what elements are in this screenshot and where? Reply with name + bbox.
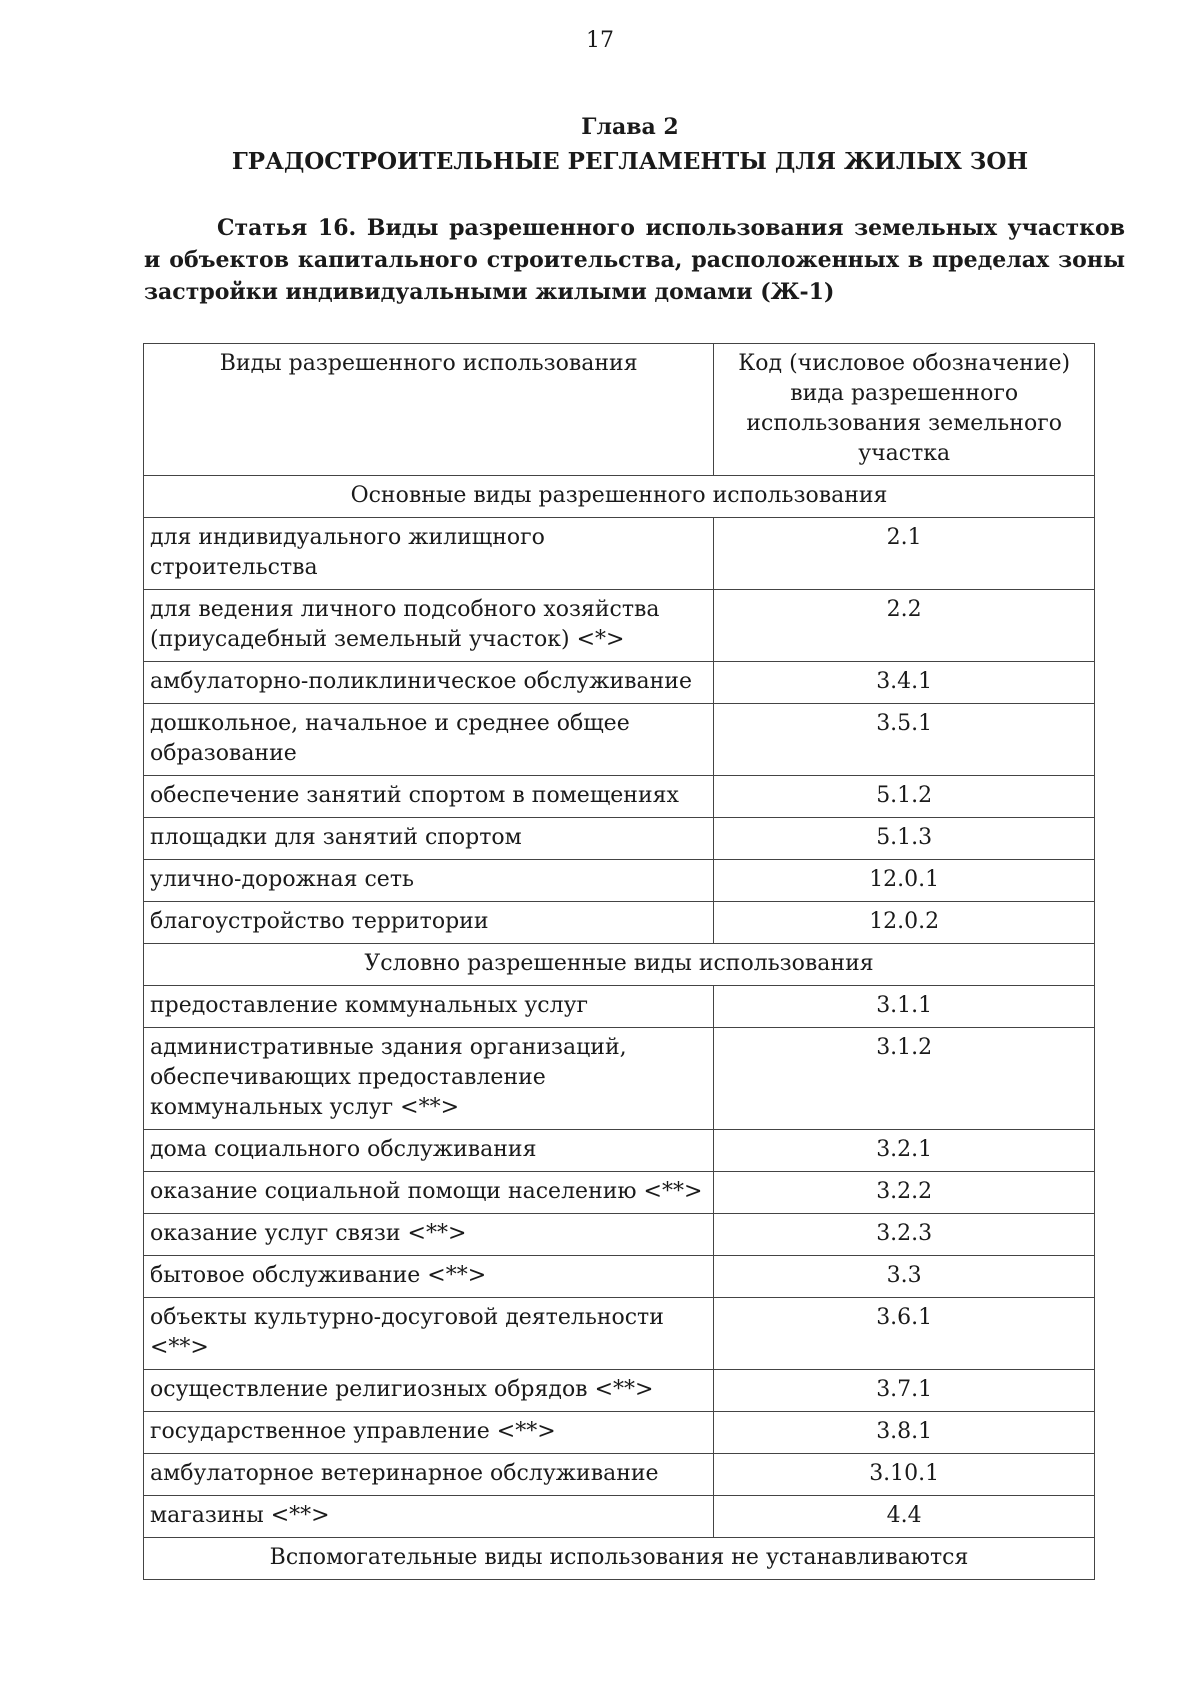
table-row: [144, 776, 1095, 818]
header-col-use-type: Виды разрешенного использования: [144, 344, 714, 476]
use-code-cell: 3.4.1: [714, 662, 1095, 704]
table-row: [144, 1028, 1095, 1130]
table-row: [144, 860, 1095, 902]
table-row: [144, 1496, 1095, 1538]
use-code-cell: 3.8.1: [714, 1412, 1095, 1454]
use-type-cell: дошкольное, начальное и среднее общее образование: [144, 704, 714, 776]
section-auxiliary-row: [144, 1538, 1095, 1580]
use-type-cell: бытовое обслуживание <**>: [144, 1256, 714, 1298]
use-type-cell: амбулаторно-поликлиническое обслуживание: [144, 662, 714, 704]
table-row: [144, 818, 1095, 860]
use-code-cell: 4.4: [714, 1496, 1095, 1538]
use-code-cell: 3.2.1: [714, 1130, 1095, 1172]
use-type-cell: амбулаторное ветеринарное обслуживание: [144, 1454, 714, 1496]
table-row: [144, 1298, 1095, 1370]
use-type-cell: улично-дорожная сеть: [144, 860, 714, 902]
table-row: [144, 590, 1095, 662]
use-code-cell: 5.1.2: [714, 776, 1095, 818]
use-type-cell: для индивидуального жилищного строительства: [144, 518, 714, 590]
section-conditional-label: Условно разрешенные виды использования: [144, 944, 1095, 986]
use-type-cell: дома социального обслуживания: [144, 1130, 714, 1172]
use-code-cell: 2.2: [714, 590, 1095, 662]
use-type-cell: объекты культурно-досуговой деятельности <**>: [144, 1298, 714, 1370]
use-code-cell: 3.10.1: [714, 1454, 1095, 1496]
use-type-cell: для ведения личного подсобного хозяйства (приусадебный земельный участок) <*>: [144, 590, 714, 662]
use-code-cell: 3.1.2: [714, 1028, 1095, 1130]
header-col-code: Код (числовое обозначение) вида разрешенного использования земельного участка: [714, 344, 1095, 476]
use-code-cell: 2.1: [714, 518, 1095, 590]
use-type-cell: оказание социальной помощи населению <**>: [144, 1172, 714, 1214]
chapter-heading: Глава 2: [581, 114, 679, 140]
table-row: [144, 1370, 1095, 1412]
use-code-cell: 3.5.1: [714, 704, 1095, 776]
use-type-cell: магазины <**>: [144, 1496, 714, 1538]
use-code-cell: 12.0.2: [714, 902, 1095, 944]
table-row: [144, 902, 1095, 944]
table-row: [144, 1454, 1095, 1496]
table-row: [144, 1256, 1095, 1298]
table-row: [144, 986, 1095, 1028]
table-row: [144, 704, 1095, 776]
use-type-cell: благоустройство территории: [144, 902, 714, 944]
section-main-row: [144, 476, 1095, 518]
article-heading: Статья 16. Виды разрешенного использования земельных участков и объектов капитального строительства, расположенных в пределах зоны застройки индивидуальными жилыми домами (Ж-1): [144, 215, 1125, 305]
table-row: [144, 1130, 1095, 1172]
table-row: [144, 1214, 1095, 1256]
section-auxiliary-label: Вспомогательные виды использования не устанавливаются: [144, 1538, 1095, 1580]
use-code-cell: 3.3: [714, 1256, 1095, 1298]
use-code-cell: 3.2.2: [714, 1172, 1095, 1214]
permitted-use-table: [143, 343, 1095, 1580]
table-header-row: [144, 344, 1095, 476]
use-code-cell: 3.1.1: [714, 986, 1095, 1028]
use-type-cell: государственное управление <**>: [144, 1412, 714, 1454]
section-conditional-row: [144, 944, 1095, 986]
section-main-label: Основные виды разрешенного использования: [144, 476, 1095, 518]
use-type-cell: административные здания организаций, обеспечивающих предоставление коммунальных услуг <**>: [144, 1028, 714, 1130]
use-code-cell: 3.2.3: [714, 1214, 1095, 1256]
use-type-cell: обеспечение занятий спортом в помещениях: [144, 776, 714, 818]
table-row: [144, 1412, 1095, 1454]
table-row: [144, 1172, 1095, 1214]
use-code-cell: 3.7.1: [714, 1370, 1095, 1412]
use-code-cell: 5.1.3: [714, 818, 1095, 860]
table-row: [144, 662, 1095, 704]
use-type-cell: оказание услуг связи <**>: [144, 1214, 714, 1256]
table-row: [144, 518, 1095, 590]
use-code-cell: 3.6.1: [714, 1298, 1095, 1370]
use-type-cell: осуществление религиозных обрядов <**>: [144, 1370, 714, 1412]
chapter-title: ГРАДОСТРОИТЕЛЬНЫЕ РЕГЛАМЕНТЫ ДЛЯ ЖИЛЫХ ЗОН: [231, 148, 1029, 175]
use-code-cell: 12.0.1: [714, 860, 1095, 902]
use-type-cell: площадки для занятий спортом: [144, 818, 714, 860]
page-number: 17: [586, 28, 614, 53]
use-type-cell: предоставление коммунальных услуг: [144, 986, 714, 1028]
